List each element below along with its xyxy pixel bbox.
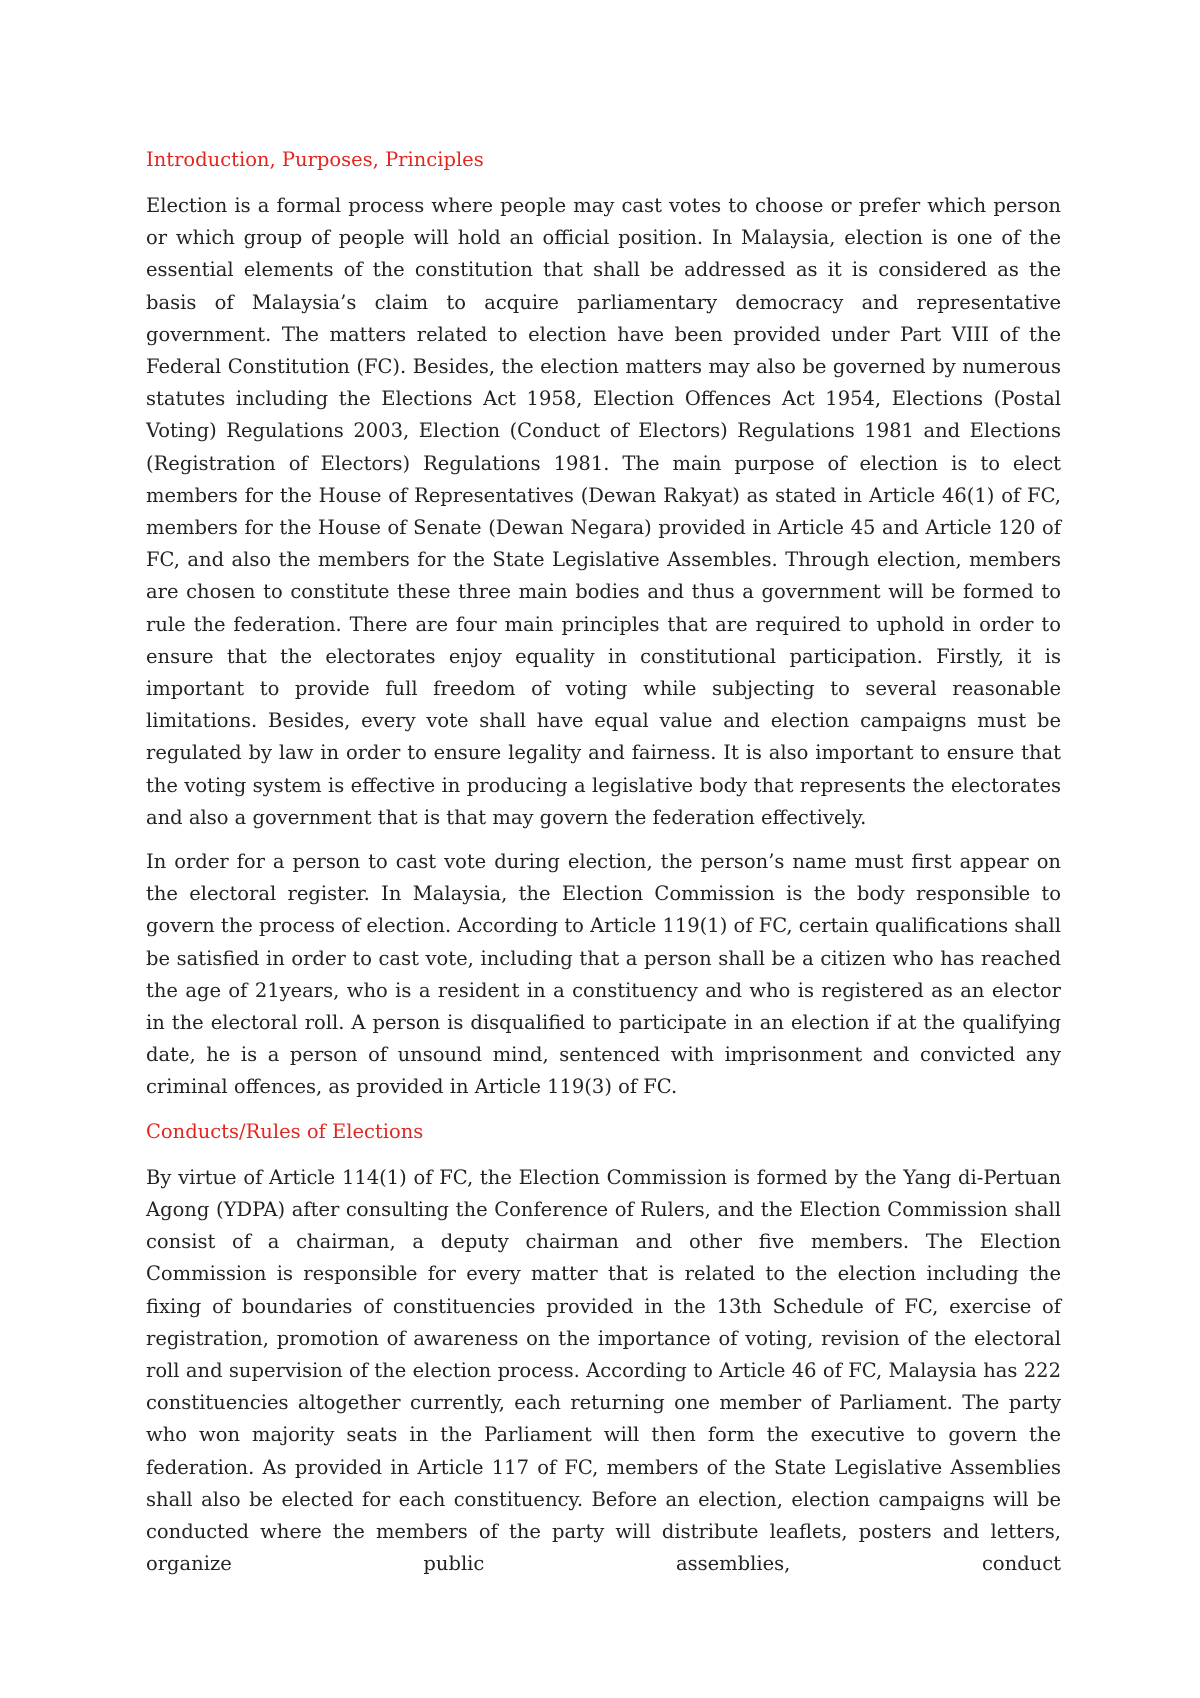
- document-body: [146, 144, 1061, 1592]
- section-heading-introduction: Introduction, Purposes, Principles: [146, 148, 484, 171]
- paragraph-introduction: Election is a formal process where people may cast votes to choose or prefer which person or which group of people will hold an official position. In Malaysia, election is one of the essential elements of the constitution that shall be addressed as it is considered as the basis of Malaysia’s claim to acquire parliamentary democracy and representative government. The matters related to election have been provided under Part VIII of the Federal Constitution (FC). Besides, the election matters may also be governed by numerous statutes including the Elections Act 1958, Election Offences Act 1954, Elections (Postal Voting) Regulations 2003, Election (Conduct of Electors) Regulations 1981 and Elections (Registration of Electors) Regulations 1981. The main purpose of election is to elect members for the House of Representatives (Dewan Rakyat) as stated in Article 46(1) of FC, members for the House of Senate (Dewan Negara) provided in Article 45 and Article 120 of FC, and also the members for the State Legislative Assembles. Through election, members are chosen to constitute these three main bodies and thus a government will be formed to rule the federation. There are four main principles that are required to uphold in order to ensure that the electorates enjoy equality in constitutional participation. Firstly, it is important to provide full freedom of voting while subjecting to several reasonable limitations. Besides, every vote shall have equal value and election campaigns must be regulated by law in order to ensure legality and fairness. It is also important to ensure that the voting system is effective in producing a legislative body that represents the electorates and also a government that is that may govern the federation effectively.: [146, 194, 1061, 829]
- paragraph-election-commission: By virtue of Article 114(1) of FC, the Election Commission is formed by the Yang di-Pertuan Agong (YDPA) after consulting the Conference of Rulers, and the Election Commission shall consist of a chairman, a deputy chairman and other five members. The Election Commission is responsible for every matter that is related to the election including the fixing of boundaries of constituencies provided in the 13th Schedule of FC, exercise of registration, promotion of awareness on the importance of voting, revision of the electoral roll and supervision of the election process. According to Article 46 of FC, Malaysia has 222 constituencies altogether currently, each returning one member of Parliament. The party who won majority seats in the Parliament will then form the executive to govern the federation. As provided in Article 117 of FC, members of the State Legislative Assemblies shall also be elected for each constituency. Before an election, election campaigns will be conducted where the members of the party will distribute leaflets, posters and letters, organize public assemblies, conduct: [146, 1165, 1061, 1576]
- section-heading-conducts-rules: Conducts/Rules of Elections: [146, 1119, 424, 1143]
- paragraph-voter-qualification: In order for a person to cast vote during election, the person’s name must first appear on the electoral register. In Malaysia, the Election Commission is the body responsible to govern the process of election. According to Article 119(1) of FC, certain qualifications shall be satisfied in order to cast vote, including that a person shall be a citizen who has reached the age of 21years, who is a resident in a constituency and who is registered as an elector in the electoral roll. A person is disqualified to participate in an election if at the qualifying date, he is a person of unsound mind, sentenced with imprisonment and convicted any criminal offences, as provided in Article 119(3) of FC.: [146, 850, 1061, 1099]
